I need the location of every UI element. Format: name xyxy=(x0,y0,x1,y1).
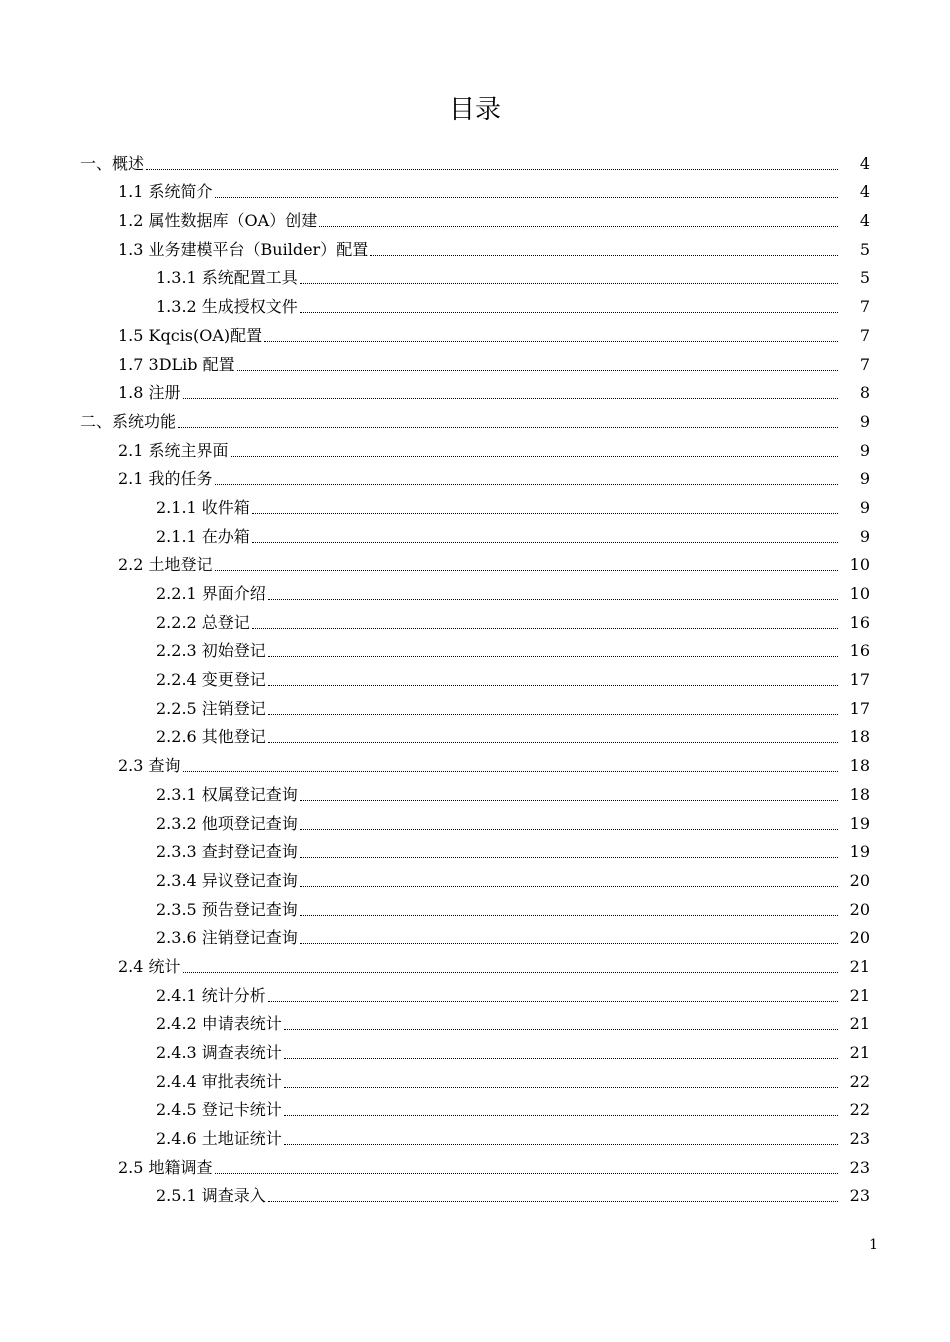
toc-entry[interactable] xyxy=(0,148,950,177)
toc-entry[interactable] xyxy=(0,607,950,636)
toc-entry[interactable] xyxy=(0,664,950,693)
toc-entry-page: 7 xyxy=(859,325,870,345)
toc-dot-leader xyxy=(268,656,838,657)
toc-entry-page: 22 xyxy=(849,1100,870,1120)
toc-entry-title: 2.2.1 界面介绍 xyxy=(156,584,266,603)
toc-entry[interactable] xyxy=(0,722,950,751)
toc-entry-title: 2.2.6 其他登记 xyxy=(156,727,266,747)
toc-entry[interactable] xyxy=(0,779,950,808)
toc-entry[interactable] xyxy=(0,263,950,292)
toc-dot-leader xyxy=(183,972,838,973)
toc-dot-leader xyxy=(300,886,838,887)
toc-entry-title: 2.1.1 在办箱 xyxy=(156,526,250,546)
toc-entry-page: 18 xyxy=(849,784,870,804)
toc-dot-leader xyxy=(264,341,838,342)
toc-dot-leader xyxy=(215,197,838,198)
toc-dot-leader xyxy=(183,771,838,772)
toc-dot-leader xyxy=(300,829,838,830)
toc-dot-leader xyxy=(183,398,838,399)
toc-dot-leader xyxy=(146,169,838,170)
toc-dot-leader xyxy=(268,1001,838,1002)
toc-entry-page: 19 xyxy=(849,813,870,833)
toc-entry-page: 8 xyxy=(859,383,870,403)
toc-dot-leader xyxy=(215,484,838,485)
toc-entry-title: 1.7 3DLib 配置 xyxy=(118,354,235,374)
toc-entry-title: 2.1 我的任务 xyxy=(118,469,213,489)
toc-entry-title: 2.3.1 权属登记查询 xyxy=(156,784,298,804)
toc-entry-page: 20 xyxy=(849,899,870,919)
toc-entry-page: 16 xyxy=(849,612,870,632)
toc-entry-page: 23 xyxy=(849,1186,870,1206)
toc-entry-page: 17 xyxy=(849,698,870,718)
toc-entry-page: 4 xyxy=(859,153,870,173)
toc-entry-page: 18 xyxy=(849,727,870,747)
toc-entry-page: 18 xyxy=(849,756,870,776)
toc-dot-leader xyxy=(252,513,838,514)
toc-dot-leader xyxy=(215,1173,838,1174)
toc-entry[interactable] xyxy=(0,808,950,837)
toc-dot-leader xyxy=(252,628,838,629)
toc-entry-page: 9 xyxy=(859,497,870,517)
toc-entry-title: 2.3.3 查封登记查询 xyxy=(156,842,298,862)
toc-dot-leader xyxy=(284,1058,838,1059)
toc-entry-page: 9 xyxy=(859,440,870,460)
toc-entry-page: 7 xyxy=(859,354,870,374)
toc-entry-title: 2.3.5 预告登记查询 xyxy=(156,899,298,919)
toc-entry-title: 1.3 业务建模平台（Builder）配置 xyxy=(118,239,369,259)
toc-entry-title: 2.2 土地登记 xyxy=(118,555,213,575)
toc-entry-title: 2.4.2 申请表统计 xyxy=(156,1014,282,1034)
toc-entry-page: 23 xyxy=(849,1129,870,1149)
toc-dot-leader xyxy=(268,714,838,715)
toc-entry[interactable] xyxy=(0,320,950,349)
toc-entry-page: 23 xyxy=(849,1157,870,1177)
toc-entry[interactable] xyxy=(0,1066,950,1095)
toc-dot-leader xyxy=(268,742,838,743)
toc-entry-title: 2.5.1 调查录入 xyxy=(156,1186,266,1206)
toc-entry-page: 4 xyxy=(859,182,870,202)
toc-entry-page: 9 xyxy=(859,411,870,431)
toc-entry-title: 1.5 Kqcis(OA)配置 xyxy=(118,325,263,345)
toc-entry-page: 9 xyxy=(859,526,870,546)
toc-entry-title: 2.2.3 初始登记 xyxy=(156,641,266,661)
toc-dot-leader xyxy=(284,1144,838,1145)
toc-dot-leader xyxy=(231,456,838,457)
toc-entry-page: 21 xyxy=(849,1043,870,1062)
toc-entry-title: 1.1 系统简介 xyxy=(118,182,213,202)
toc-entry-title: 1.8 注册 xyxy=(118,383,181,403)
toc-entry[interactable] xyxy=(0,234,950,263)
toc-entry-page: 21 xyxy=(849,956,870,976)
toc-dot-leader xyxy=(268,685,838,686)
toc-entry[interactable] xyxy=(0,492,950,521)
toc-entry-title: 2.1.1 收件箱 xyxy=(156,497,250,517)
toc-entry-title: 2.2.5 注销登记 xyxy=(156,698,266,718)
toc-dot-leader xyxy=(370,255,838,256)
toc-entry-title: 2.4.4 审批表统计 xyxy=(156,1071,282,1091)
toc-dot-leader xyxy=(319,226,838,227)
toc-dot-leader xyxy=(300,857,838,858)
page-number: 1 xyxy=(869,1237,878,1253)
toc-entry-title: 1.2 属性数据库（OA）创建 xyxy=(118,211,318,231)
toc-entry[interactable] xyxy=(0,1181,950,1210)
toc-entry[interactable] xyxy=(0,378,950,407)
toc-entry[interactable] xyxy=(0,865,950,894)
toc-entry-title: 2.2.2 总登记 xyxy=(156,612,250,632)
toc-entry[interactable] xyxy=(0,1123,950,1152)
toc-entry-page: 4 xyxy=(859,211,870,231)
toc-entry[interactable] xyxy=(0,923,950,952)
toc-dot-leader xyxy=(300,283,838,284)
toc-dot-leader xyxy=(268,1201,838,1202)
toc-dot-leader xyxy=(300,312,838,313)
toc-entry-title: 2.3.2 他项登记查询 xyxy=(156,813,298,833)
page-title: 目录 xyxy=(448,95,501,125)
toc-entry[interactable] xyxy=(0,291,950,320)
toc-entry-page: 17 xyxy=(849,670,870,690)
toc-entry[interactable] xyxy=(0,205,950,234)
toc-entry-page: 19 xyxy=(849,842,870,862)
toc-dot-leader xyxy=(268,599,838,600)
table-of-contents xyxy=(0,148,950,1209)
toc-entry-page: 21 xyxy=(849,1014,870,1034)
toc-entry-page: 10 xyxy=(849,555,870,575)
toc-entry[interactable] xyxy=(0,750,950,779)
toc-entry-page: 22 xyxy=(849,1071,870,1091)
toc-dot-leader xyxy=(252,542,838,543)
toc-entry-title: 2.4.5 登记卡统计 xyxy=(156,1100,282,1120)
toc-entry[interactable] xyxy=(0,406,950,435)
toc-dot-leader xyxy=(284,1087,838,1088)
toc-entry-title: 一、概述 xyxy=(80,153,145,173)
toc-entry[interactable] xyxy=(0,349,950,378)
toc-entry-page: 5 xyxy=(859,268,870,288)
toc-entry-page: 10 xyxy=(849,584,870,603)
toc-entry-title: 2.3.4 异议登记查询 xyxy=(156,870,298,890)
toc-entry-title: 2.5 地籍调查 xyxy=(118,1157,213,1177)
toc-dot-leader xyxy=(300,943,838,944)
toc-entry[interactable] xyxy=(0,951,950,980)
toc-entry-title: 2.1 系统主界面 xyxy=(118,440,229,460)
toc-entry[interactable] xyxy=(0,1037,950,1066)
toc-entry-title: 2.2.4 变更登记 xyxy=(156,670,266,690)
toc-entry[interactable] xyxy=(0,521,950,550)
toc-entry-title: 2.4.1 统计分析 xyxy=(156,985,266,1005)
toc-dot-leader xyxy=(178,427,838,428)
toc-entry-title: 二、系统功能 xyxy=(80,411,177,431)
toc-entry[interactable] xyxy=(0,177,950,206)
toc-entry[interactable] xyxy=(0,636,950,665)
toc-entry-title: 2.4.3 调查表统计 xyxy=(156,1043,282,1062)
toc-entry[interactable] xyxy=(0,1009,950,1038)
toc-entry[interactable] xyxy=(0,578,950,607)
toc-entry-title: 2.4.6 土地证统计 xyxy=(156,1129,282,1149)
toc-entry-title: 2.4 统计 xyxy=(118,956,181,976)
toc-entry-title: 1.3.2 生成授权文件 xyxy=(156,297,298,317)
toc-entry-page: 16 xyxy=(849,641,870,661)
toc-entry-title: 1.3.1 系统配置工具 xyxy=(156,268,298,288)
toc-entry-title: 2.3 查询 xyxy=(118,756,181,776)
toc-entry-page: 21 xyxy=(849,985,870,1005)
toc-dot-leader xyxy=(284,1115,838,1116)
toc-entry-title: 2.3.6 注销登记查询 xyxy=(156,928,298,948)
toc-entry[interactable] xyxy=(0,693,950,722)
toc-entry-page: 20 xyxy=(849,870,870,890)
toc-entry-page: 5 xyxy=(859,239,870,259)
toc-dot-leader xyxy=(284,1029,838,1030)
toc-dot-leader xyxy=(215,570,838,571)
toc-entry[interactable] xyxy=(0,550,950,579)
toc-entry[interactable] xyxy=(0,464,950,493)
toc-dot-leader xyxy=(300,915,838,916)
toc-entry[interactable] xyxy=(0,435,950,464)
toc-entry[interactable] xyxy=(0,980,950,1009)
toc-entry[interactable] xyxy=(0,1152,950,1181)
toc-entry-page: 7 xyxy=(859,297,870,317)
toc-dot-leader xyxy=(237,370,838,371)
toc-entry[interactable] xyxy=(0,837,950,866)
toc-entry-page: 9 xyxy=(859,469,870,489)
toc-entry-page: 20 xyxy=(849,928,870,948)
toc-dot-leader xyxy=(300,800,838,801)
toc-entry[interactable] xyxy=(0,894,950,923)
toc-entry[interactable] xyxy=(0,1095,950,1124)
